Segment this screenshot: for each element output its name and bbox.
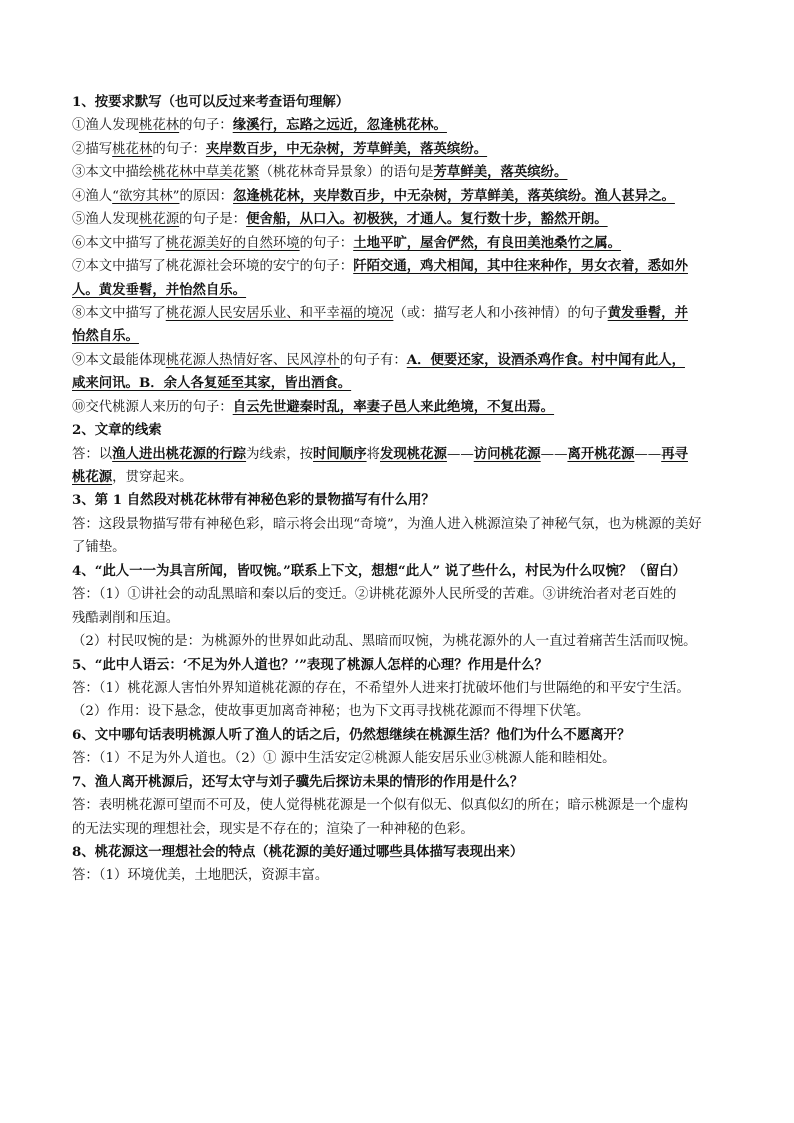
- item-8-key: 桃花源人民安居乐业、和平幸福的境况: [165, 305, 394, 321]
- item-8-answer-line2: 怡然自乐。: [72, 328, 139, 345]
- item-6-mid: 的句子：: [299, 235, 354, 251]
- item-5-answer: 便舍船，从口入。初极狭，才通人。复行数十步，豁然开朗。: [246, 211, 608, 228]
- item-6: [72, 233, 732, 254]
- section-8-heading: 8、桃花源这一理想社会的特点（桃花源的美好通过哪些具体描写表现出来）: [72, 844, 524, 860]
- item-8-mid: （或：描写老人和小孩神情）的句子: [393, 305, 608, 321]
- item-8-cont: [72, 326, 732, 347]
- section-4-answer-line3: （2）村民叹惋的是：为桃源外的世界如此动乱、黑暗而叹惋，为桃花源外的人一直过着痛苦生活而叹惋。: [72, 634, 697, 650]
- item-2-mid: 的句子：: [152, 141, 206, 157]
- item-5: [72, 209, 732, 230]
- item-10-answer: 自云先世避秦时乱，率妻子邑人来此绝境，不复出焉。: [232, 398, 555, 415]
- item-4: [72, 186, 732, 207]
- item-9-cont: [72, 373, 732, 394]
- item-6-answer: 土地平旷，屋舍俨然，有良田美池桑竹之属。: [353, 234, 622, 251]
- item-5-key: 桃花源: [138, 212, 180, 228]
- item-6-prefix: ⑥本文中描写了: [72, 235, 166, 251]
- item-6-key: 桃花源美好的自然环境: [165, 235, 300, 251]
- section-7-answer-line2: 的无法实现的理想社会，现实是不存在的；渲染了一种神秘的色彩。: [72, 821, 474, 837]
- item-1-answer: 缘溪行，忘路之远近，忽逢桃花林。: [232, 117, 447, 134]
- item-2-prefix: ②描写: [72, 141, 113, 157]
- item-7-cont: [72, 280, 732, 301]
- section-2-answer: [72, 444, 732, 465]
- item-8-prefix: ⑧本文中描写了: [72, 305, 166, 321]
- section-4-heading: 4、“此人一一为具言所闻，皆叹惋。”联系上下文，想想“此人” 说了些什么，村民为什么叹惋？（留白）: [72, 562, 686, 579]
- item-3-answer: 芳草鲜美，落英缤纷。: [433, 164, 568, 181]
- s2-answer-step3: 离开桃花源: [567, 445, 635, 462]
- item-5-prefix: ⑤渔人发现: [72, 212, 139, 228]
- section-8-answer-line1: 答：（1）环境优美，土地肥沃，资源丰富。: [72, 868, 329, 884]
- item-9-answer-line2: 咸来问讯。B．余人各复延至其家，皆出酒食。: [72, 375, 352, 392]
- s2-answer-text1: 为线索，按: [246, 446, 314, 462]
- item-4-mid: 的原因：: [179, 188, 233, 204]
- item-2-key: 桃花林: [112, 141, 153, 157]
- item-2-answer: 夹岸数百步，中无杂树，芳草鲜美，落英缤纷。: [205, 140, 488, 157]
- s2-answer-prefix: 答：以: [72, 446, 113, 462]
- s2-answer-step4a: 再寻: [661, 445, 688, 462]
- section-4-answer-line2: 残酷剥削和压迫。: [72, 610, 180, 626]
- section-5-answer-line1: 答：（1）桃花源人害怕外界知道桃花源的存在，不希望外人进来打扰破坏他们与世隔绝的和平安宁生活。: [72, 680, 690, 696]
- item-10: [72, 397, 732, 418]
- item-1-key: 桃花林: [138, 118, 180, 134]
- item-4-key: “欲穷其林”: [112, 188, 180, 204]
- section-7-heading: 7、渔人离开桃源后，还写太守与刘子骥先后探访未果的情形的作用是什么？: [72, 773, 524, 790]
- item-2: [72, 139, 732, 160]
- s2-answer-step4b: 桃花源: [72, 469, 113, 485]
- section-6-heading: 6、文中哪句话表明桃源人听了渔人的话之后，仍然想继续在桃源生活？他们为什么不愿离开？: [72, 726, 631, 743]
- section-5-heading: 5、“此中人语云：‘不足为外人道也？’”表现了桃源人怎样的心理？作用是什么？: [72, 656, 548, 673]
- s2-dash1: ——: [446, 446, 474, 462]
- item-9-mid: 的句子有：: [339, 352, 407, 368]
- item-9-key: 桃花源人热情好客、民风淳朴: [165, 352, 340, 368]
- item-1: [72, 115, 732, 136]
- s2-dash2: ——: [540, 446, 568, 462]
- s2-answer-order: 时间顺序: [313, 445, 367, 462]
- s2-dash3: ——: [634, 446, 662, 462]
- item-7-prefix: ⑦本文中描写了桃花源社会环境的安宁的句子：: [72, 259, 354, 275]
- section-5-answer-line2: （2）作用：设下悬念，使故事更加离奇神秘；也为下文再寻找桃花源而不得埋下伏笔。: [72, 704, 590, 720]
- section-2-heading: 2、文章的线索: [72, 422, 162, 439]
- section-1-heading: 1、按要求默写（也可以反过来考查语句理解）: [72, 94, 350, 110]
- item-7: [72, 256, 732, 277]
- section-3-heading: 3、第 1 自然段对桃花林带有神秘色彩的景物描写有什么用？: [72, 492, 435, 509]
- s2-answer-step2: 访问桃花源: [473, 445, 541, 462]
- item-10-prefix: ⑩交代桃源人来历的句子：: [72, 399, 233, 415]
- item-9-prefix: ⑨本文最能体现: [72, 352, 166, 368]
- item-5-mid: 的句子是：: [179, 212, 247, 228]
- item-9: [72, 350, 732, 371]
- item-9-answer-line1: A．便要还家，设酒杀鸡作食。村中闻有此人，: [406, 351, 685, 368]
- section-3-answer-line2: 了铺垫。: [72, 540, 126, 556]
- item-4-answer: 忽逢桃花林，夹岸数百步，中无杂树，芳草鲜美，落英缤纷。渔人甚异之。: [233, 187, 675, 204]
- s2-answer-step1: 发现桃花源: [379, 445, 447, 462]
- section-7-answer-line1: 答：表明桃花源可望而不可及，使人觉得桃花源是一个似有似无、似真似幻的所在；暗示桃源是一个虚构: [72, 798, 688, 814]
- item-8: [72, 303, 732, 324]
- document-page: [72, 92, 732, 887]
- s2-answer-clue: 渔人进出桃花源的行踪: [112, 445, 247, 462]
- item-7-answer-line1: 阡陌交通，鸡犬相闻，其中往来种作，男女衣着，悉如外: [353, 258, 688, 275]
- item-3-key: 桃花林中草美花繁: [152, 165, 260, 181]
- item-3-prefix: ③本文中描绘: [72, 165, 153, 181]
- section-3-answer-line1: 答：这段景物描写带有神秘色彩，暗示将会出现“奇境”，为渔人进入桃源渲染了神秘气氛，也为桃源的美好: [72, 516, 702, 532]
- section-6-answer-line1: 答：（1）不足为外人道也。（2）① 源中生活安定②桃源人能安居乐业③桃源人能和睦相处。: [72, 751, 616, 767]
- s2-answer-text2: 将: [366, 446, 380, 462]
- section-2-answer-cont: [72, 467, 732, 488]
- item-3-mid: （桃花林奇异景象）的语句是: [259, 165, 434, 181]
- item-8-answer-line1: 黄发垂髫，并: [607, 304, 688, 321]
- item-7-answer-line2: 人。黄发垂髫，并怡然自乐。: [72, 281, 247, 298]
- item-3: [72, 162, 732, 183]
- s2-answer-end: ，贯穿起来。: [112, 470, 193, 485]
- item-1-prefix: ①渔人发现: [72, 118, 139, 134]
- section-4-answer-line1: 答：（1）①讲社会的动乱黑暗和秦以后的变迁。②讲桃花源外人民所受的苦难。③讲统治者对老百姓的: [72, 587, 677, 603]
- item-4-prefix: ④渔人: [72, 188, 113, 204]
- item-1-mid: 的句子：: [179, 118, 233, 134]
